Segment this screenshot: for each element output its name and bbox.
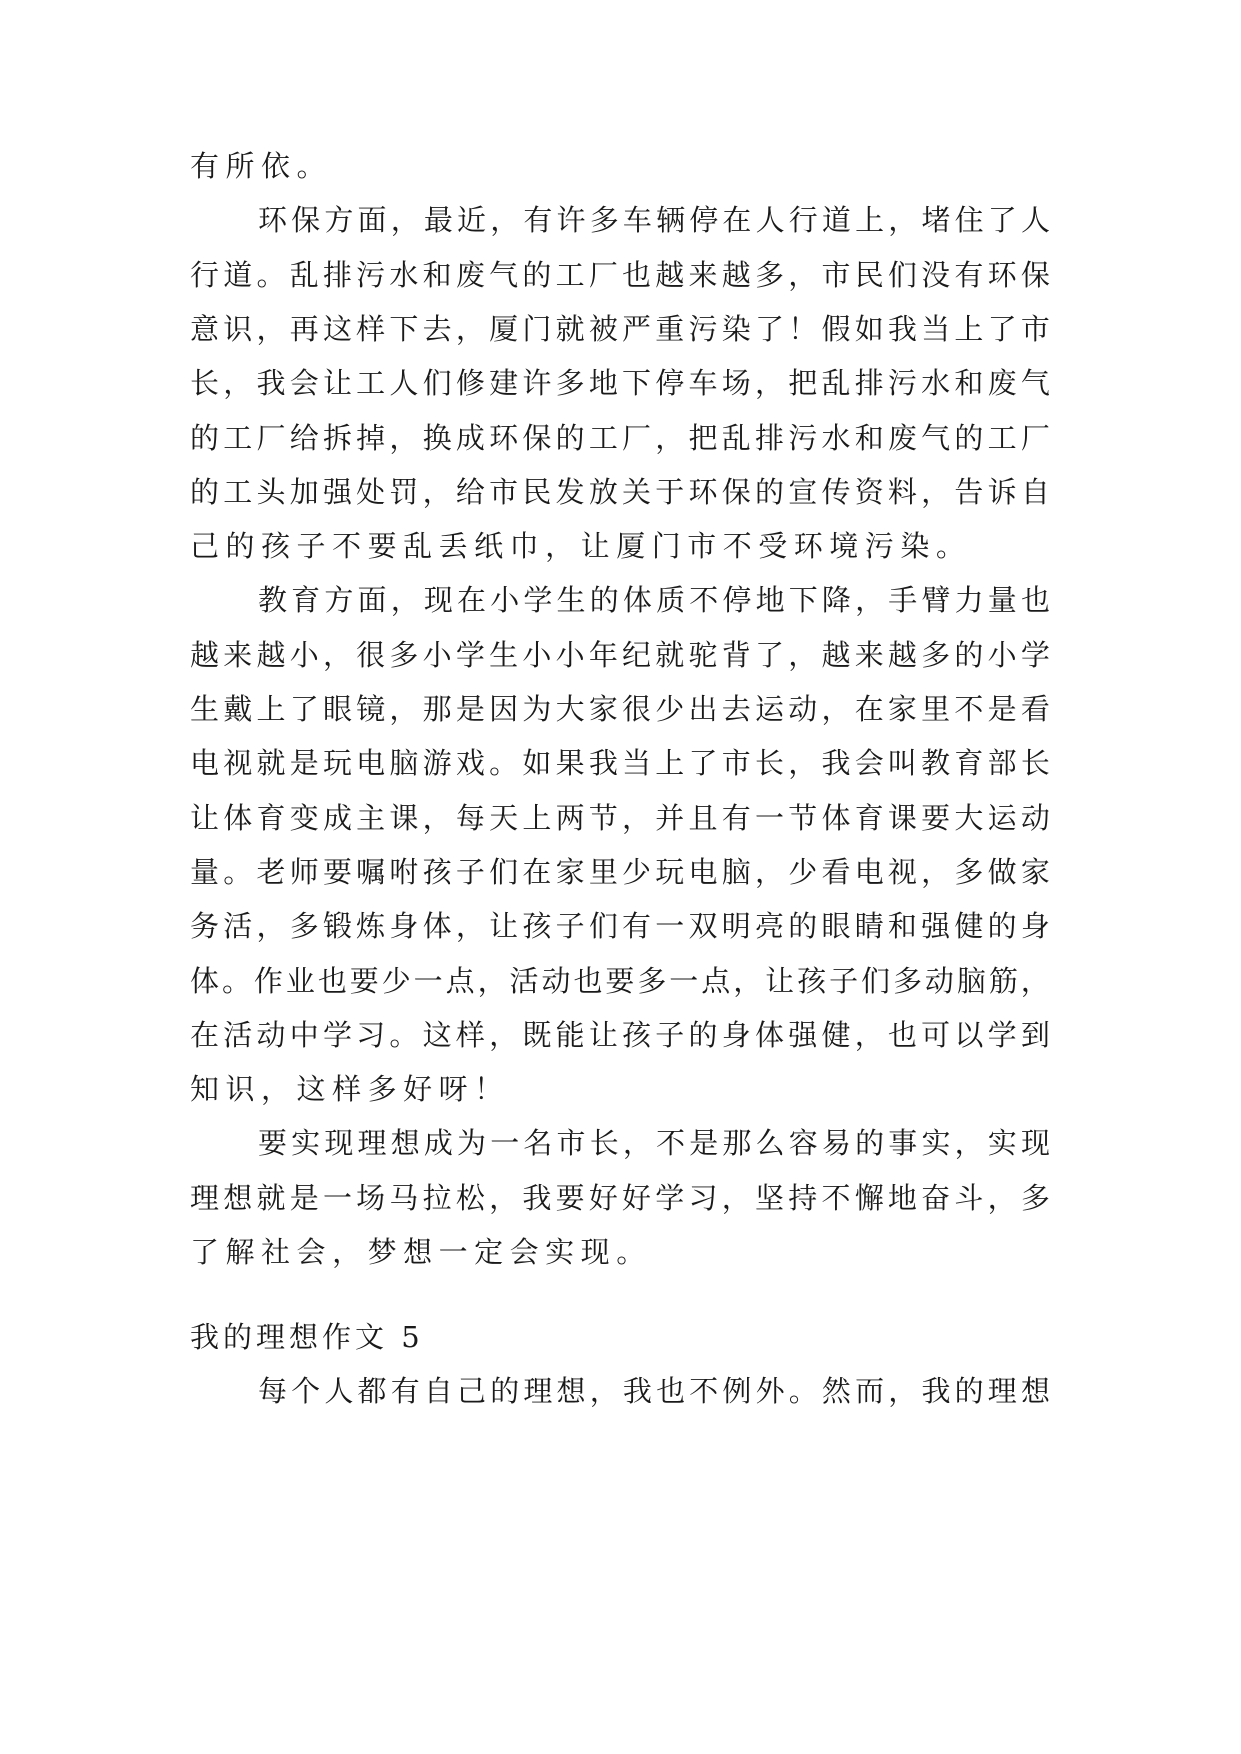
text-line: 知 识 ， 这 样 多 好 呀 ！ <box>190 1072 510 1106</box>
text-line: 越 来 越 小 ， 很 多 小 学 生 小 小 年 纪 就 驼 背 了 ， 越 来 越 多 的 小 学 <box>190 638 1050 672</box>
text-line: 每 个 人 都 有 自 己 的 理 想 ， 我 也 不 例 外 。 然 而 ， 我 的 理 想 <box>258 1374 1050 1408</box>
text-line: 的 工 头 加 强 处 罚 ， 给 市 民 发 放 关 于 环 保 的 宣 传 资 料 ， 告 诉 自 <box>190 475 1050 509</box>
text-line: 让 体 育 变 成 主 课 ， 每 天 上 两 节 ， 并 且 有 一 节 体 育 课 要 大 运 动 <box>190 801 1050 835</box>
text-line: 了 解 社 会 ， 梦 想 一 定 会 实 现 。 <box>190 1235 652 1269</box>
text-line: 意 识 ， 再 这 样 下 去 ， 厦 门 就 被 严 重 污 染 了 ！ 假 如 我 当 上 了 市 <box>190 312 1050 346</box>
text-line: 教 育 方 面 ， 现 在 小 学 生 的 体 质 不 停 地 下 降 ， 手 臂 力 量 也 <box>258 583 1050 617</box>
text-line: 环 保 方 面 ， 最 近 ， 有 许 多 车 辆 停 在 人 行 道 上 ， 堵 住 了 人 <box>258 203 1050 237</box>
section-heading: 我的理想作文 5 <box>190 1320 424 1354</box>
text-line: 生 戴 上 了 眼 镜 ， 那 是 因 为 大 家 很 少 出 去 运 动 ， 在 家 里 不 是 看 <box>190 692 1050 726</box>
text-line: 己 的 孩 子 不 要 乱 丢 纸 巾 ， 让 厦 门 市 不 受 环 境 污 染 。 <box>190 529 972 563</box>
text-line: 在 活 动 中 学 习 。 这 样 ， 既 能 让 孩 子 的 身 体 强 健 ， 也 可 以 学 到 <box>190 1018 1050 1052</box>
text-line: 的 工 厂 给 拆 掉 ， 换 成 环 保 的 工 厂 ， 把 乱 排 污 水 和 废 气 的 工 厂 <box>190 421 1050 455</box>
text-line: 务 活 ， 多 锻 炼 身 体 ， 让 孩 子 们 有 一 双 明 亮 的 眼 睛 和 强 健 的 身 <box>190 909 1050 943</box>
text-line: 要 实 现 理 想 成 为 一 名 市 长 ， 不 是 那 么 容 易 的 事 实 ， 实 现 <box>258 1126 1050 1160</box>
text-line: 电 视 就 是 玩 电 脑 游 戏 。 如 果 我 当 上 了 市 长 ， 我 会 叫 教 育 部 长 <box>190 746 1050 780</box>
text-line: 理 想 就 是 一 场 马 拉 松 ， 我 要 好 好 学 习 ， 坚 持 不 懈 地 奋 斗 ， 多 <box>190 1181 1050 1215</box>
text-line: 体 。 作 业 也 要 少 一 点 ， 活 动 也 要 多 一 点 ， 让 孩 子 们 多 动 脑 筋 ， <box>190 964 1050 998</box>
text-line: 长 ， 我 会 让 工 人 们 修 建 许 多 地 下 停 车 场 ， 把 乱 排 污 水 和 废 气 <box>190 366 1050 400</box>
text-line: 行 道 。 乱 排 污 水 和 废 气 的 工 厂 也 越 来 越 多 ， 市 民 们 没 有 环 保 <box>190 258 1050 292</box>
text-line: 量 。 老 师 要 嘱 咐 孩 子 们 在 家 里 少 玩 电 脑 ， 少 看 电 视 ， 多 做 家 <box>190 855 1050 889</box>
text-line: 有 所 依 。 <box>190 149 333 183</box>
